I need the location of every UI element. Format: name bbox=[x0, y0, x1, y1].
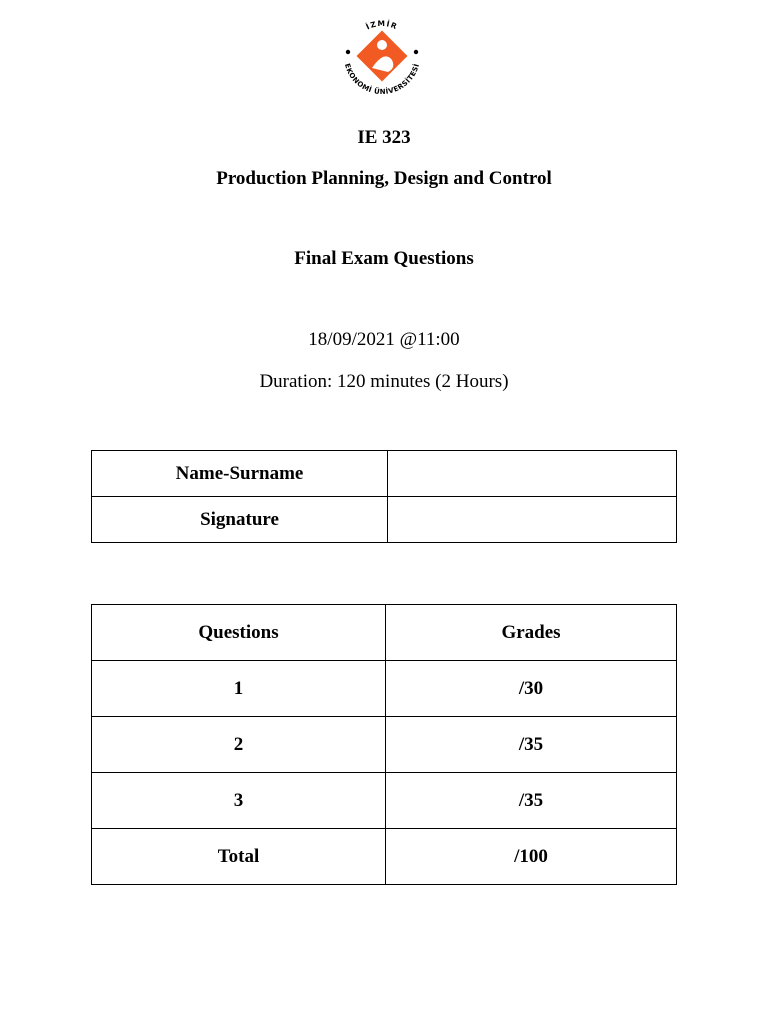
name-surname-field[interactable] bbox=[388, 451, 677, 497]
exam-title: Final Exam Questions bbox=[294, 248, 474, 269]
question-grade: /35 bbox=[386, 773, 677, 829]
total-grade: /100 bbox=[386, 829, 677, 885]
table-row bbox=[92, 773, 677, 829]
table-row bbox=[92, 829, 677, 885]
question-number: 2 bbox=[92, 717, 386, 773]
university-logo bbox=[338, 12, 426, 100]
table-row bbox=[92, 717, 677, 773]
course-code: IE 323 bbox=[357, 127, 411, 148]
grades-header: Grades bbox=[386, 605, 677, 661]
student-identity-table bbox=[91, 450, 677, 543]
question-number: 1 bbox=[92, 661, 386, 717]
logo-bottom-text: EKONOMİ ÜNİVERSİTESİ bbox=[342, 62, 422, 97]
signature-field[interactable] bbox=[388, 497, 677, 543]
svg-text:İZMİR bbox=[364, 19, 399, 32]
questions-header: Questions bbox=[92, 605, 386, 661]
table-row bbox=[92, 497, 677, 543]
table-header-row bbox=[92, 605, 677, 661]
question-number: 3 bbox=[92, 773, 386, 829]
course-title: Production Planning, Design and Control bbox=[216, 168, 552, 189]
exam-duration: Duration: 120 minutes (2 Hours) bbox=[259, 371, 509, 392]
table-row bbox=[92, 661, 677, 717]
question-grade: /35 bbox=[386, 717, 677, 773]
total-label: Total bbox=[92, 829, 386, 885]
name-surname-label: Name-Surname bbox=[92, 451, 388, 497]
grades-table bbox=[91, 604, 677, 885]
question-grade: /30 bbox=[386, 661, 677, 717]
table-row bbox=[92, 451, 677, 497]
logo-diamond bbox=[357, 31, 408, 82]
signature-label: Signature bbox=[92, 497, 388, 543]
logo-top-text: İZMİR bbox=[364, 18, 400, 32]
exam-date: 18/09/2021 @11:00 bbox=[308, 329, 460, 350]
